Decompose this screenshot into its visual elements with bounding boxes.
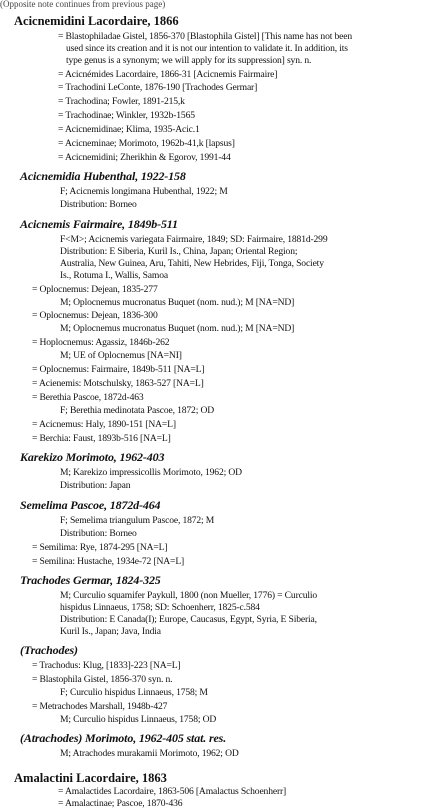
entry-line: F; Semelima triangulum Pascoe, 1872; M (60, 515, 215, 526)
entry-line: = Berchia: Faust, 1893b-516 [NA=L] (32, 433, 171, 444)
entry-line: = Acicnemidinae; Klima, 1935-Acic.1 (58, 124, 200, 135)
entry-line: M; Oplocnemus mucronatus Buquet (nom. nud.); M [NA=ND] (60, 323, 295, 334)
entry-line: M; Karekizo impressicollis Morimoto, 1962; OD (60, 467, 242, 478)
entry-line: = Acicnemus: Haly, 1890-151 [NA=L] (32, 419, 176, 430)
entry-line: F; Curculio hispidus Linnaeus, 1758; M (60, 687, 208, 698)
entry-line: Distribution: Borneo (60, 528, 137, 539)
genus-heading: Acicnemis Fairmaire, 1849b-511 (20, 217, 178, 231)
genus-heading: Semelima Pascoe, 1872d-464 (20, 498, 161, 512)
entry-line: = Acienemis: Motschulsky, 1863-527 [NA=L] (32, 378, 204, 389)
entry-line: = Semilina: Hustache, 1934e-72 [NA=L] (32, 556, 185, 567)
entry-line: Distribution: E Canada(I); Europe, Caucasus, Egypt, Syria, E Siberia, (60, 614, 317, 625)
entry-line: Australia, New Guinea, Aru, Tahiti, New Hebrides, Fiji, Tonga, Society (60, 258, 324, 269)
genus-heading: (Atrachodes) Morimoto, 1962-405 stat. res. (20, 731, 227, 745)
genus-heading: Acicnemidia Hubenthal, 1922-158 (20, 169, 186, 183)
entry-line: = Acicnemidini; Zherikhin & Egorov, 1991-44 (58, 152, 231, 163)
entry-line: F; Berethia medinotata Pascoe, 1872; OD (60, 405, 215, 416)
entry-line: M; Curculio hispidus Linnaeus, 1758; OD (60, 714, 217, 725)
entry-line: = Acicnémides Lacordaire, 1866-31 [Acicnemis Fairmaire] (58, 69, 278, 80)
entry-line: = Oplocnemus: Fairmaire, 1849b-511 [NA=L] (32, 364, 205, 375)
entry-line: Distribution: Borneo (60, 199, 137, 210)
entry-line: Is., Rotuma I., Wallis, Samoa (60, 270, 168, 281)
entry-line: M; Oplocnemus mucronatus Buquet (nom. nud.); M [NA=ND] (60, 297, 295, 308)
entry-line: = Oplocnemus: Dejean, 1835-277 (32, 284, 158, 295)
entry-line: = Amalactinae; Pascoe, 1870-436 (58, 798, 183, 809)
entry-line: used since its creation and it is not our intention to validate it. In addition, its (66, 43, 348, 54)
entry-line: M; Curculio squamifer Paykull, 1800 (non Mueller, 1776) = Curculio (60, 590, 318, 601)
tribe-heading: Amalactini Lacordaire, 1863 (14, 771, 167, 785)
entry-line: = Trachodinae; Winkler, 1932b-1565 (58, 110, 195, 121)
entry-line: M; UE of Oplocnemus [NA=NI] (60, 350, 182, 361)
entry-line: type genus is a synonym; we will apply for its suppression] syn. n. (66, 55, 312, 66)
genus-heading: Trachodes Germar, 1824-325 (20, 573, 161, 587)
tribe-heading: Acicnemidini Lacordaire, 1866 (14, 14, 179, 28)
entry-line: = Blastophila Gistel, 1856-370 syn. n. (32, 674, 173, 685)
entry-line: = Blastophiladae Gistel, 1856-370 [Blastophila Gistel] [This name has not been (58, 31, 352, 42)
entry-line: = Trachodina; Fowler, 1891-215,k (58, 96, 185, 107)
entry-line: = Amalactides Lacordaire, 1863-506 [Amalactus Schoenherr] (58, 786, 287, 797)
entry-line: = Berethia Pascoe, 1872d-463 (32, 392, 144, 403)
entry-line: hispidus Linnaeus, 1758; SD: Schoenherr, 1825-c.584 (60, 602, 260, 613)
entry-line: Distribution: Japan (60, 480, 131, 491)
entry-line: Kuril Is., Japan; Java, India (60, 626, 161, 637)
entry-line: F<M>; Acicnemis variegata Fairmaire, 1849; SD: Fairmaire, 1881d-299 (60, 234, 328, 245)
entry-line: Distribution: E Siberia, Kuril Is., China, Japan; Oriental Region; (60, 246, 298, 257)
entry-line: = Trachodus: Klug, [1833]-223 [NA=L] (32, 660, 181, 671)
entry-line: F; Acicnemis longimana Hubenthal, 1922; M (60, 186, 228, 197)
genus-heading: Karekizo Morimoto, 1962-403 (20, 450, 165, 464)
entry-line: = Trachodini LeConte, 1876-190 [Trachodes Germar] (58, 82, 258, 93)
entry-line: = Semilima: Rye, 1874-295 [NA=L] (32, 542, 168, 553)
entry-line: = Metrachodes Marshall, 1948b-427 (32, 701, 168, 712)
entry-line: M; Atrachodes murakamii Morimoto, 1962; OD (60, 748, 239, 759)
clipped-top-line: (Opposite note continues from previous page) (0, 0, 166, 9)
entry-line: = Acicneminae; Morimoto, 1962b-41,k [lapsus] (58, 138, 235, 149)
genus-heading: (Trachodes) (20, 643, 78, 657)
entry-line: = Oplocnemus: Dejean, 1836-300 (32, 310, 158, 321)
entry-line: = Hoplocnemus: Agassiz, 1846b-262 (32, 337, 170, 348)
